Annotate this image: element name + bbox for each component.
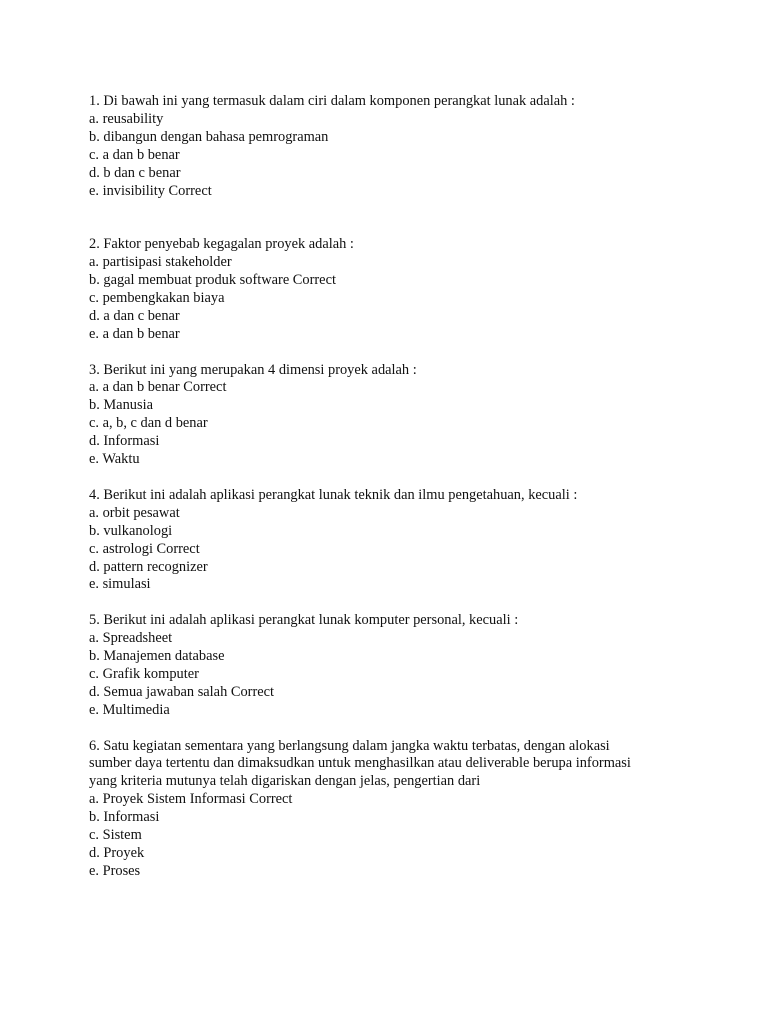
question-5-option-e: e. Multimedia: [89, 701, 170, 718]
question-2-option-b: b. gagal membuat produk software Correct: [89, 272, 336, 289]
question-6-prompt-line-3: yang kriteria mutunya telah digariskan dengan jelas, pengertian dari: [89, 773, 481, 790]
spacer: [89, 594, 689, 612]
question-3: [89, 362, 689, 469]
question-6-option-b: b. Informasi: [89, 809, 160, 826]
question-3-option-d: d. Informasi: [89, 433, 160, 450]
question-6-option-a: a. Proyek Sistem Informasi Correct: [89, 791, 293, 808]
question-4-option-a: a. orbit pesawat: [89, 504, 180, 521]
question-6-option-c: c. Sistem: [89, 827, 142, 844]
question-3-option-a: a. a dan b benar Correct: [89, 379, 227, 396]
question-1: [89, 93, 689, 200]
question-6-option-e: e. Proses: [89, 862, 141, 879]
question-1-option-c: c. a dan b benar: [89, 146, 180, 163]
question-6: [89, 738, 689, 881]
question-1-prompt: 1. Di bawah ini yang termasuk dalam ciri dalam komponen perangkat lunak adalah :: [89, 93, 575, 109]
question-4: [89, 487, 689, 594]
question-2-option-d: d. a dan c benar: [89, 307, 180, 324]
question-3-option-c: c. a, b, c dan d benar: [89, 415, 208, 432]
question-2-option-e: e. a dan b benar: [89, 325, 180, 342]
question-3-prompt: 3. Berikut ini yang merupakan 4 dimensi proyek adalah :: [89, 361, 417, 378]
spacer: [89, 720, 689, 738]
question-1-option-a: a. reusability: [89, 110, 164, 127]
question-2: [89, 236, 689, 343]
question-5-prompt: 5. Berikut ini adalah aplikasi perangkat lunak komputer personal, kecuali :: [89, 612, 519, 629]
question-1-option-b: b. dibangun dengan bahasa pemrograman: [89, 128, 329, 145]
question-4-option-e: e. simulasi: [89, 576, 151, 593]
question-5-option-b: b. Manajemen database: [89, 648, 225, 665]
question-2-option-c: c. pembengkakan biaya: [89, 289, 225, 306]
spacer: [89, 200, 689, 236]
question-4-prompt: 4. Berikut ini adalah aplikasi perangkat lunak teknik dan ilmu pengetahuan, kecuali :: [89, 486, 578, 503]
question-2-option-a: a. partisipasi stakeholder: [89, 254, 232, 271]
spacer: [89, 344, 689, 362]
question-6-prompt-line-1: 6. Satu kegiatan sementara yang berlangsung dalam jangka waktu terbatas, dengan alokasi: [89, 737, 610, 754]
question-5: [89, 612, 689, 719]
question-4-option-c: c. astrologi Correct: [89, 540, 200, 557]
question-1-option-d: d. b dan c benar: [89, 164, 181, 181]
question-2-prompt: 2. Faktor penyebab kegagalan proyek adalah :: [89, 236, 354, 253]
question-1-option-e: e. invisibility Correct: [89, 182, 212, 199]
spacer: [89, 469, 689, 487]
question-5-option-a: a. Spreadsheet: [89, 630, 173, 647]
question-6-prompt-line-2: sumber daya tertentu dan dimaksudkan untuk menghasilkan atau deliverable berupa informasi: [89, 755, 631, 772]
question-5-option-d: d. Semua jawaban salah Correct: [89, 683, 275, 700]
question-4-option-b: b. vulkanologi: [89, 522, 173, 539]
question-5-option-c: c. Grafik komputer: [89, 665, 199, 682]
document-body: [89, 93, 689, 881]
question-3-option-e: e. Waktu: [89, 451, 140, 468]
question-3-option-b: b. Manusia: [89, 397, 153, 414]
question-4-option-d: d. pattern recognizer: [89, 558, 208, 575]
question-6-option-d: d. Proyek: [89, 844, 145, 861]
